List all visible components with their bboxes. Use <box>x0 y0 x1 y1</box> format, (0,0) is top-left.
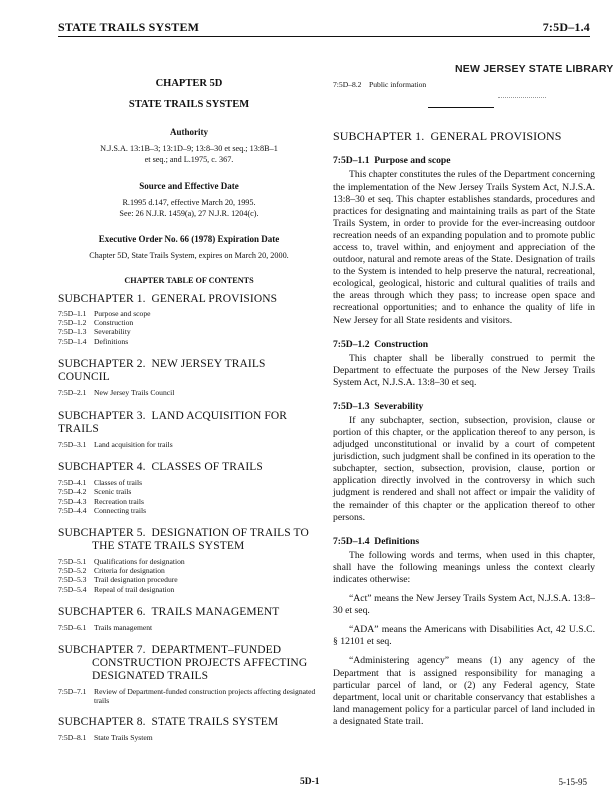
table-of-contents <box>58 293 320 743</box>
toc-subchapter-heading: SUBCHAPTER 2. NEW JERSEY TRAILS COUNCIL <box>58 358 266 384</box>
toc-entry-title: Land acquisition for trails <box>94 439 173 449</box>
chapter-number: CHAPTER 5D <box>155 78 223 89</box>
toc-entry-number: 7:5D–8.2 <box>333 80 362 89</box>
toc-entry-title: Review of Department-funded construction projects affecting designated trails <box>94 686 316 705</box>
running-header-section: 7:5D–1.4 <box>542 20 590 34</box>
toc-entry[interactable] <box>58 557 320 566</box>
toc-subchapter-heading: SUBCHAPTER 6. TRAILS MANAGEMENT <box>58 606 280 619</box>
toc-entry-title: Severability <box>94 327 131 337</box>
toc-subchapter-heading: SUBCHAPTER 4. CLASSES OF TRAILS <box>58 460 263 473</box>
toc-entry-number: 7:5D–5.1 <box>58 556 87 566</box>
toc-entry-number: 7:5D–8.1 <box>58 733 87 743</box>
toc-entry-number: 7:5D–2.1 <box>58 388 87 398</box>
toc-entry-number: 7:5D–1.3 <box>58 327 87 337</box>
toc-subchapter-6 <box>58 606 320 632</box>
source-heading: Source and Effective Date <box>139 181 239 191</box>
section-heading-definitions: 7:5D–1.4 Definitions <box>333 535 420 547</box>
toc-entry[interactable] <box>58 566 320 575</box>
toc-entry-title: Classes of trails <box>94 477 143 487</box>
authority-text: N.J.S.A. 13:1B–3; 13:1D–9; 13:8–30 et seq.; 13:8B–1 et seq.; and L.1975, c. 367. <box>100 144 278 164</box>
toc-entry-number: 7:5D–5.4 <box>58 584 87 594</box>
toc-entry-number: 7:5D–7.1 <box>58 686 87 696</box>
toc-entry-title: Connecting trails <box>94 506 147 516</box>
toc-entry-number: 7:5D–5.2 <box>58 565 87 575</box>
toc-entry-title: Recreation trails <box>94 496 144 506</box>
definitions-intro: The following words and terms, when used in this chapter, shall have the following meanings unless the context clearly indicates otherwise: <box>333 549 595 585</box>
toc-entry-number: 7:5D–6.1 <box>58 623 87 633</box>
toc-entry[interactable] <box>58 687 320 706</box>
section-heading-purpose: 7:5D–1.1 Purpose and scope <box>333 155 451 167</box>
toc-entry-number: 7:5D–4.3 <box>58 496 87 506</box>
toc-entry[interactable] <box>58 487 320 496</box>
section-text-construction: This chapter shall be liberally construed to permit the Department to effectuate the purposes of the New Jersey Trails System Act, N.J.S.A. 13:8–30 et seq. <box>333 352 595 388</box>
right-column <box>333 80 595 728</box>
toc-entry-title: Construction <box>94 317 134 327</box>
toc-subchapter-2 <box>58 358 320 397</box>
definition-administering-agency: “Administering agency” means (1) any agency of the Department that is assigned responsibility for managing a particular parcel of land, or (2) any Federal agency, State department, local unit or charitable conservancy that establishes a land management policy for a particular parcel of land included in a designated State trail. <box>333 655 595 727</box>
section-heading-severability: 7:5D–1.3 Severability <box>333 400 424 412</box>
toc-subchapter-heading: SUBCHAPTER 8. STATE TRAILS SYSTEM <box>58 716 279 729</box>
toc-entry-title: Trails management <box>94 623 153 633</box>
toc-entry[interactable] <box>58 575 320 584</box>
toc-entry[interactable] <box>58 478 320 487</box>
toc-entry-title: Qualifications for designation <box>94 556 185 566</box>
section-heading-construction: 7:5D–1.2 Construction <box>333 338 429 350</box>
left-column <box>58 0 320 743</box>
toc-entry[interactable] <box>58 585 320 594</box>
definition-act: “Act” means the New Jersey Trails System Act, N.J.S.A. 13:8–30 et seq. <box>333 593 595 617</box>
toc-entry-title: State Trails System <box>94 733 153 743</box>
revision-date: 5-15-95 <box>558 777 587 787</box>
toc-subchapter-heading: SUBCHAPTER 1. GENERAL PROVISIONS <box>58 292 278 305</box>
toc-entry-number: 7:5D–4.4 <box>58 506 87 516</box>
toc-subchapter-8 <box>58 716 320 742</box>
toc-subchapter-4 <box>58 461 320 516</box>
executive-order-text: Chapter 5D, State Trails System, expires on March 20, 2000. <box>89 251 289 260</box>
toc-subchapter-heading: SUBCHAPTER 3. LAND ACQUISITION FOR TRAILS <box>58 409 288 435</box>
toc-entry-number: 7:5D–1.2 <box>58 317 87 327</box>
library-stamp: NEW JERSEY STATE LIBRARY <box>455 63 614 75</box>
section-text-purpose: This chapter constitutes the rules of the Department concerning the implementation of the New Jersey Trails System Act, N.J.S.A. 13:8–30 et seq. This chapter establishes standards, procedures and practices for designating and maintaining trails as part of the State Trails System, in order to provide for the ever-increasing outdoor recreation needs of an expanding population and to promote public access to, travel within, and enjoyment and appreciation of the outdoor, natural and remote areas of the State. Designation of trails to the System is intended to help preserve the natural, recreational, ecological, geological, historic and cultural qualities of trails and the areas through which they pass; to increase open space and recreational opportunities; and to enhance the quality of life in New Jersey for all State residents and visitors. <box>333 169 595 326</box>
toc-subchapter-heading: SUBCHAPTER 5. DESIGNATION OF TRAILS TO THE STATE TRAILS SYSTEM <box>58 526 309 552</box>
toc-entry-number: 7:5D–1.1 <box>58 308 87 318</box>
toc-entry-title: New Jersey Trails Council <box>94 388 175 398</box>
toc-entry-number: 7:5D–1.4 <box>58 336 87 346</box>
toc-subchapter-heading: SUBCHAPTER 7. DEPARTMENT–FUNDED CONSTRUCTION PROJECTS AFFECTING DESIGNATED TRAILS <box>58 643 308 682</box>
toc-entry-title: Trail designation procedure <box>94 575 178 585</box>
authority-heading: Authority <box>170 127 208 137</box>
toc-end-rule <box>428 107 494 108</box>
toc-entry[interactable] <box>58 440 320 449</box>
toc-entry-title: Public information <box>369 80 427 89</box>
definition-ada: “ADA” means the Americans with Disabilities Act, 42 U.S.C. § 12101 et seq. <box>333 624 595 648</box>
toc-subchapter-5 <box>58 527 320 595</box>
source-line-2: See: 26 N.J.R. 1459(a), 27 N.J.R. 1204(c). <box>119 208 259 218</box>
toc-entry[interactable] <box>58 337 320 346</box>
source-line-1: R.1995 d.147, effective March 20, 1995. <box>122 198 256 207</box>
toc-entry[interactable] <box>58 388 320 397</box>
chapter-title: STATE TRAILS SYSTEM <box>128 99 250 110</box>
toc-entry[interactable] <box>58 318 320 327</box>
toc-subchapter-7 <box>58 644 320 706</box>
toc-entry-title: Purpose and scope <box>94 308 151 318</box>
subchapter-heading: SUBCHAPTER 1. GENERAL PROVISIONS <box>333 129 562 144</box>
toc-subchapter-1 <box>58 293 320 347</box>
toc-entry-number: 7:5D–4.2 <box>58 487 87 497</box>
toc-entry-title: Repeal of trail designation <box>94 584 175 594</box>
toc-entry[interactable] <box>58 327 320 336</box>
toc-entry[interactable] <box>58 506 320 515</box>
toc-entry-number: 7:5D–3.1 <box>58 439 87 449</box>
toc-entry-number: 7:5D–5.3 <box>58 575 87 585</box>
toc-entry[interactable] <box>58 497 320 506</box>
toc-entry-title: Definitions <box>94 336 129 346</box>
page-number: 5D-1 <box>300 777 320 787</box>
toc-entry[interactable] <box>58 733 320 742</box>
toc-subchapter-3 <box>58 410 320 449</box>
section-text-severability: If any subchapter, section, subsection, provision, clause or portion of this chapter, or the application thereof to any person, is adjudged unconstitutional or invalid by a court of competent jurisdiction, such judgment shall be confined in its operation to the subchapter, section, subsection, provision, clause, portion or application directly involved in the controversy in which such judgment is rendered and shall not affect or impair the validity of the remainder of this chapter or the application thereof to other persons. <box>333 414 595 523</box>
executive-order-heading: Executive Order No. 66 (1978) Expiration Date <box>98 234 280 244</box>
toc-entry-continued[interactable] <box>333 80 595 89</box>
running-header-title: STATE TRAILS SYSTEM <box>58 20 200 34</box>
toc-entry-title: Criteria for designation <box>94 565 165 575</box>
toc-entry[interactable] <box>58 623 320 632</box>
toc-heading: CHAPTER TABLE OF CONTENTS <box>124 275 254 285</box>
toc-entry-number: 7:5D–4.1 <box>58 477 87 487</box>
toc-entry[interactable] <box>58 309 320 318</box>
toc-entry-title: Scenic trails <box>94 487 132 497</box>
